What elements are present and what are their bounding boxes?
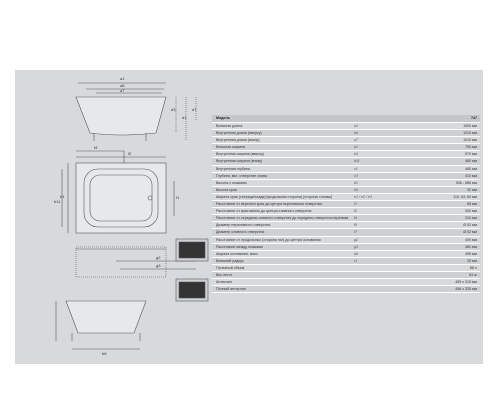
row-name: Расстояние от края ванны до центра сливного отверстия <box>216 209 312 214</box>
row-name: Вес нетто <box>216 272 233 277</box>
header-value: 747 <box>471 116 477 120</box>
table-row <box>212 166 480 173</box>
row-name: Полезный объем <box>216 265 245 270</box>
row-symbol: a7 <box>354 138 358 143</box>
row-name: Внешняя ширина <box>216 145 246 150</box>
dim-label: d3 <box>171 107 176 112</box>
dim-label: b6 <box>102 351 107 356</box>
dim-label: g3 <box>156 263 161 268</box>
dim-label: f2 <box>128 151 132 156</box>
row-symbol: f1 <box>354 202 357 207</box>
table-row <box>212 208 480 215</box>
row-value: 495 мм <box>465 251 477 256</box>
dim-label: g2 <box>156 255 161 260</box>
row-name: Внутренняя длина (вверху) <box>216 131 262 136</box>
row-symbol: d3 <box>354 187 358 192</box>
row-value: 506 - 886 мм <box>455 180 477 185</box>
row-name: Внутренняя ширина (вверху) <box>216 152 265 157</box>
row-name: Внешний радиус <box>216 258 244 263</box>
dim-label: b1 <box>60 194 65 199</box>
row-value: 380 мм <box>465 244 477 249</box>
row-symbol: b1 <box>354 145 358 150</box>
table-row <box>212 237 480 244</box>
row-symbol: f2 <box>354 209 357 214</box>
row-name: Диаметр переливного отверстия <box>216 223 271 228</box>
dim-label: d7 <box>192 107 197 112</box>
row-symbol: b3 <box>354 152 358 157</box>
table-row <box>212 187 480 194</box>
row-name: Внешняя длина <box>216 124 243 128</box>
row-value: 88 л <box>469 265 477 270</box>
dim-label: a7 <box>120 88 125 93</box>
table-row <box>212 265 480 272</box>
table-row <box>212 251 480 258</box>
row-name: Внутренняя длина (внизу) <box>216 138 260 143</box>
table-row <box>212 173 480 180</box>
row-name: Глубина, вкл. отверстие слива <box>216 173 267 178</box>
row-name: Диаметр сливного отверстия <box>216 230 265 235</box>
row-symbol: e1 / e2 / e3 <box>354 194 372 199</box>
table-row <box>212 222 480 229</box>
row-value: 1500 мм <box>463 124 477 128</box>
row-name: Внутренняя ширина (внизу) <box>216 159 263 164</box>
row-name: Ширина края (спереди/сзади)(продольная сторона) (стороны головы) <box>216 194 333 199</box>
row-value: 25 мм <box>467 258 477 263</box>
table-row <box>212 279 480 286</box>
row-symbol: f5 <box>354 223 357 228</box>
row-symbol: b11 <box>354 159 360 164</box>
row-name: Расстояние между ножками <box>216 244 263 249</box>
row-value: 210 мм <box>465 216 477 221</box>
row-name: Расстояние от середины сливного отверстия до середины отверстия перелива <box>216 216 349 221</box>
row-value: 480 мм <box>465 166 477 171</box>
table-row <box>212 272 480 279</box>
row-value: Ø 52 мм <box>463 223 477 228</box>
row-name: Внутренняя глубина <box>216 166 250 171</box>
row-value: 456 x 335 мм <box>455 287 477 292</box>
row-symbol: b6 <box>354 251 358 256</box>
table-row <box>212 258 480 265</box>
table-row <box>212 158 480 165</box>
row-name: Высота края <box>216 187 237 192</box>
row-symbol: c1 <box>354 166 358 171</box>
table-row <box>212 229 480 236</box>
table-row <box>212 215 480 222</box>
row-name: Расстояние от продольных (сторона ног) до центра основания <box>216 237 321 242</box>
dim-label: f1 <box>176 195 180 200</box>
row-value: 460 мм <box>465 159 477 164</box>
row-value: 570 мм <box>465 152 477 157</box>
row-value: 410 мм <box>465 173 477 178</box>
table-row <box>212 286 480 293</box>
row-value: 455 x 315 мм <box>455 280 477 285</box>
dim-label: d1 <box>182 115 187 120</box>
row-value: 110; 63; 80 мм <box>453 194 477 199</box>
table-row <box>212 244 480 251</box>
row-symbol: f7 <box>354 230 357 235</box>
table-row <box>212 151 480 158</box>
row-symbol: r1 <box>354 258 358 263</box>
table-row <box>212 130 480 137</box>
row-value: 65 мм <box>467 202 477 207</box>
row-symbol: g3 <box>354 244 358 249</box>
row-value: 63 кг <box>469 272 477 277</box>
row-symbol: g2 <box>354 237 358 242</box>
spec-table <box>212 115 480 293</box>
dim-label: f4 <box>94 145 98 150</box>
row-value: 300 мм <box>465 209 477 214</box>
table-row <box>212 201 480 208</box>
bathtub-technical-drawing <box>16 71 212 363</box>
dim-label: a1 <box>120 76 125 81</box>
row-value: 32 мм <box>467 187 477 192</box>
row-value: 400 мм <box>465 237 477 242</box>
row-name: Антислип <box>216 280 232 285</box>
row-symbol: a1 <box>354 124 358 128</box>
table-row <box>212 137 480 144</box>
row-symbol: c3 <box>354 173 358 178</box>
row-symbol: a6 <box>354 131 358 136</box>
table-row <box>212 180 480 187</box>
row-value: 750 мм <box>465 145 477 150</box>
dim-label: b11 <box>54 199 61 204</box>
row-symbol: d1 <box>354 180 358 185</box>
table-row <box>212 194 480 201</box>
row-name: Ширина основания, макс. <box>216 251 259 256</box>
row-value: Ø 52 мм <box>463 230 477 235</box>
table-row <box>212 123 480 130</box>
table-header <box>212 115 480 123</box>
row-name: Расстояние от верхнего края до центра переливного отверстия <box>216 202 322 207</box>
table-row <box>212 144 480 151</box>
row-value: 1010 мм <box>463 138 477 143</box>
row-name: Полный антислип <box>216 287 246 292</box>
row-value: 1310 мм <box>463 131 477 136</box>
header-name: Модель <box>216 116 230 120</box>
row-name: Высота с ножками <box>216 180 247 185</box>
row-symbol: f4 <box>354 216 357 221</box>
dim-label: a6 <box>120 83 125 88</box>
